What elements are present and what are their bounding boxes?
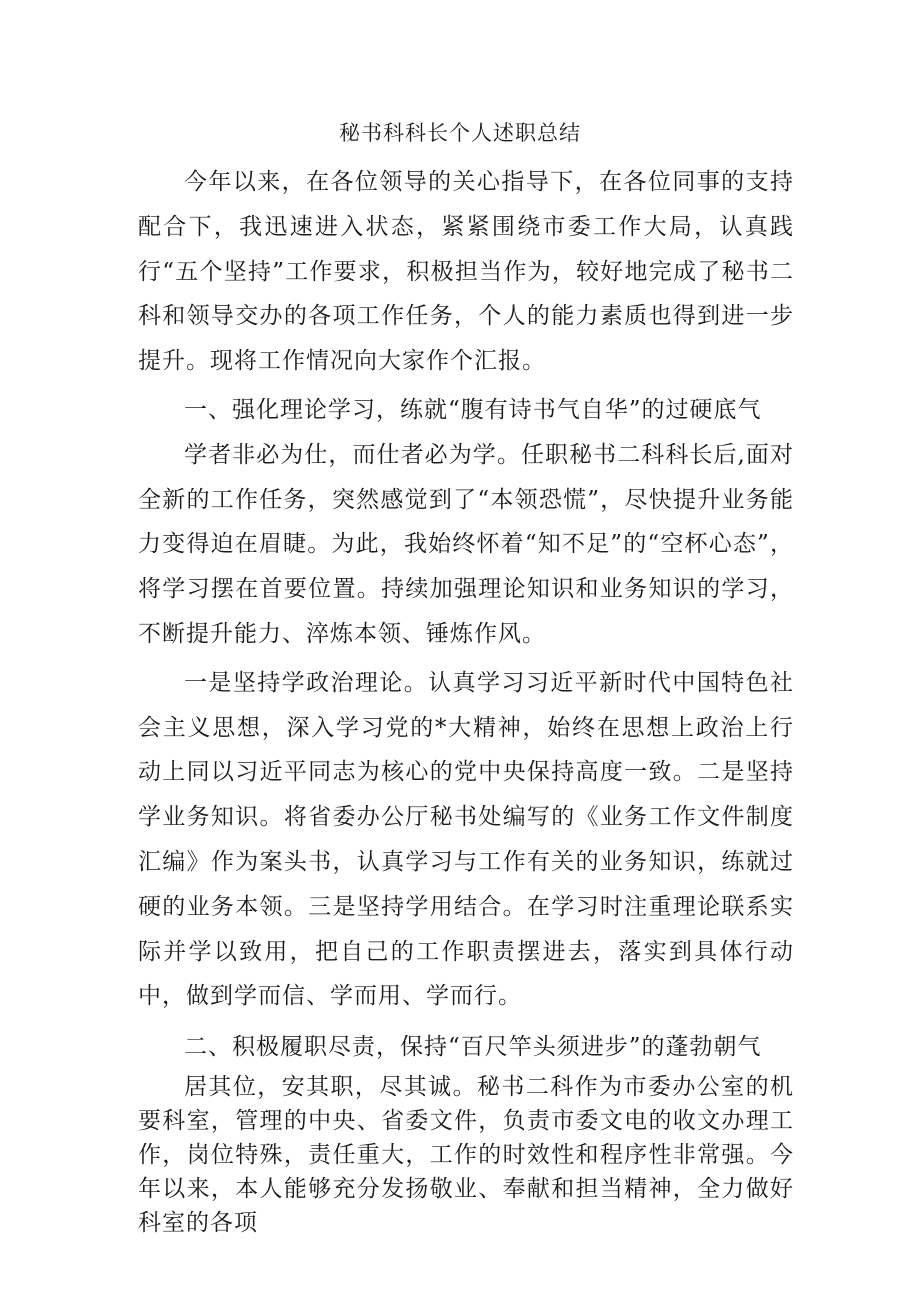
paragraph-study-intro: 学者非必为仕，而仕者必为学。任职秘书二科科长后,面对全新的工作任务，突然感觉到了“本领恐慌”，尽快提升业务能力变得迫在眉睫。为此，我始终怀着“知不足”的“空杯心态”，将学习摆在首要位置。持续加强理论知识和业务知识的学习，不断提升能力、淬炼本领、锤炼作风。	[138, 441, 794, 647]
section-heading-one: 一、强化理论学习，练就“腹有诗书气自华”的过硬底气	[184, 396, 762, 423]
section-heading-two: 二、积极履职尽责，保持“百尺竿头须进步”的蓬勃朝气	[184, 1034, 762, 1061]
paragraph-duties: 居其位，安其职，尽其诚。秘书二科作为市委办公室的机要科室，管理的中央、省委文件，负责市委文电的收文办理工作，岗位特殊，责任重大，工作的时效性和程序性非常强。今年以来，本人能够充分发扬敬业、奉献和担当精神，全力做好科室的各项	[138, 1073, 794, 1236]
paragraph-intro: 今年以来，在各位领导的关心指导下，在各位同事的支持配合下，我迅速进入状态，紧紧围绕市委工作大局，认真践行“五个坚持”工作要求，积极担当作为，较好地完成了秘书二科和领导交办的各项工作任务，个人的能力素质也得到进一步提升。现将工作情况向大家作个汇报。	[138, 169, 794, 375]
document-body	[138, 160, 794, 1240]
document-title: 秘书科科长个人述职总结	[339, 121, 581, 145]
paragraph-study-details: 一是坚持学政治理论。认真学习习近平新时代中国特色社会主义思想，深入学习党的*大精神，始终在思想上政治上行动上同以习近平同志为核心的党中央保持高度一致。二是坚持学业务知识。将省委办公厅秘书处编写的《业务工作文件制度汇编》作为案头书，认真学习与工作有关的业务知识，练就过硬的业务本领。三是坚持学用结合。在学习时注重理论联系实际并学以致用，把自己的工作职责摆进去，落实到具体行动中，做到学而信、学而用、学而行。	[138, 669, 794, 1010]
